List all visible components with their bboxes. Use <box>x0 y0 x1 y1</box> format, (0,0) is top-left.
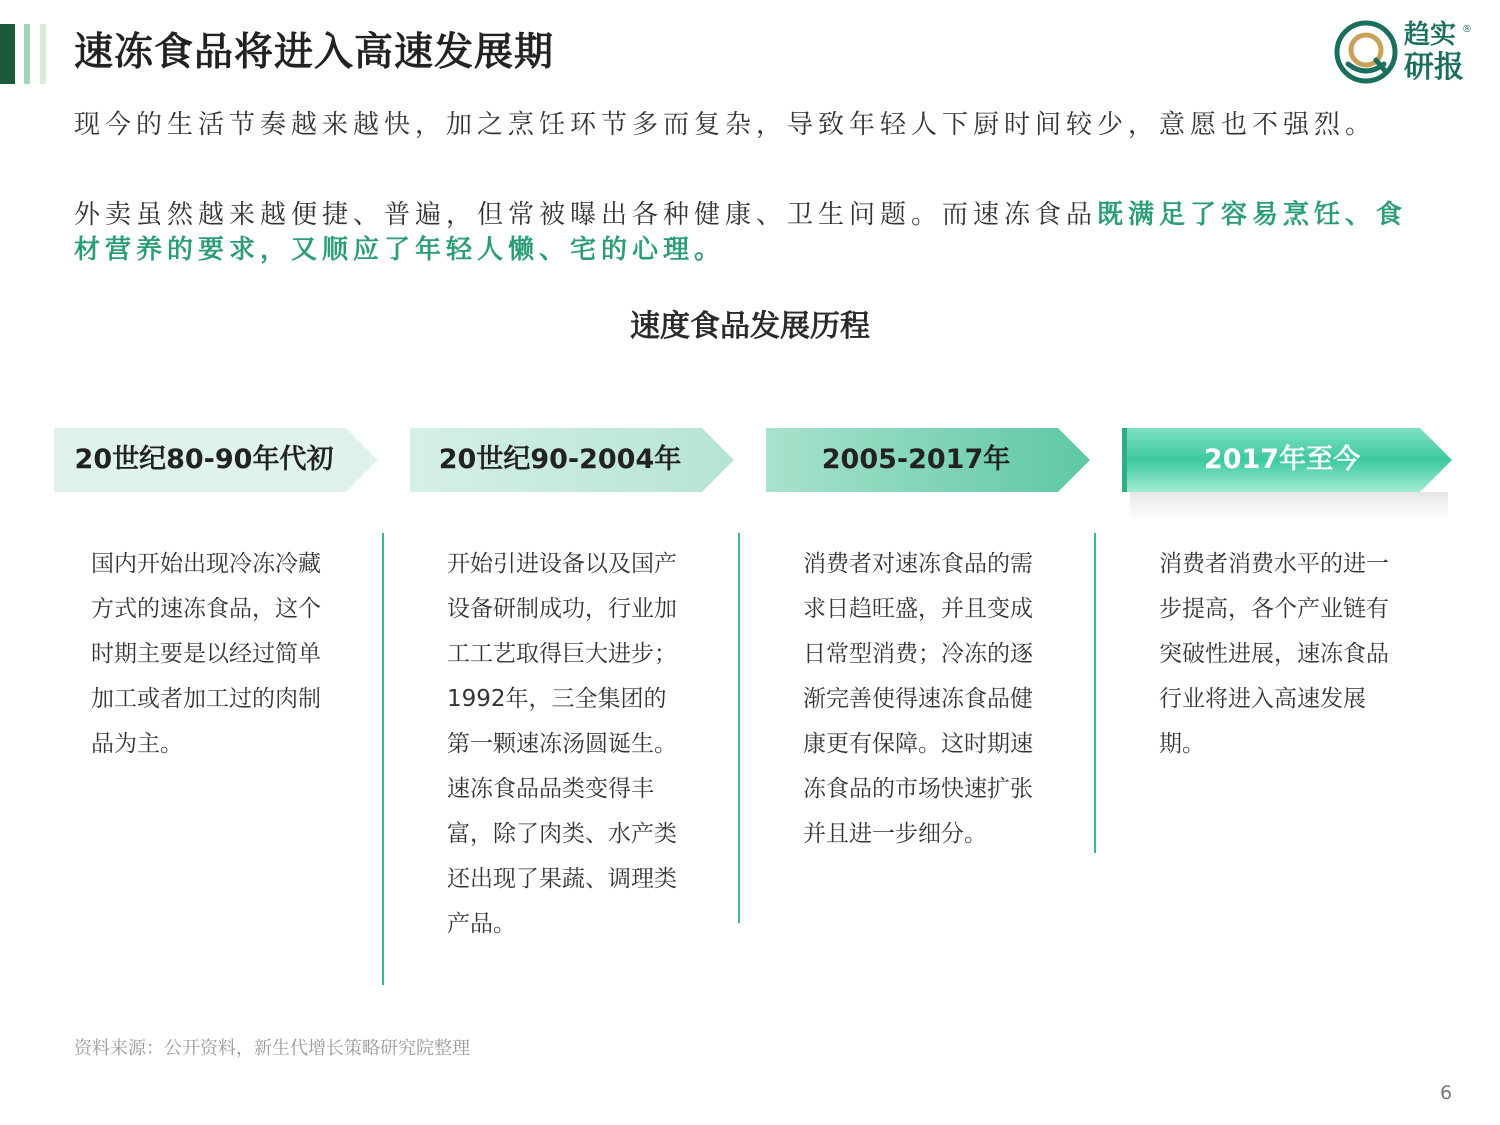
logo-text-top: 趋实 <box>1404 20 1457 50</box>
timeline-divider-2 <box>738 533 740 923</box>
phase-4-label: 2017年至今 <box>1203 444 1361 475</box>
title-accent-bars <box>0 24 60 84</box>
phase-1-description: 国内开始出现冷冻冷藏方式的速冻食品，这个时期主要是以经过简单加工或者加工过的肉制品为主。 <box>91 551 321 757</box>
phase-2-description: 开始引进设备以及国产设备研制成功，行业加工工艺取得巨大进步；1992年，三全集团的第一颗速冻汤圆诞生。速冻食品品类变得丰富，除了肉类、水产类还出现了果蔬、调理类产品。 <box>447 551 677 937</box>
timeline-phase-2 <box>410 428 734 492</box>
logo-text-bottom: 研报 <box>1404 50 1464 85</box>
title-bar-light <box>40 24 46 84</box>
phase-4-shadow <box>1130 492 1448 520</box>
phase-3-label: 2005-2017年 <box>821 444 1011 475</box>
timeline-divider-3 <box>1094 533 1096 853</box>
timeline-title: 速度食品发展历程 <box>630 309 870 344</box>
page-number: 6 <box>1440 1082 1453 1104</box>
intro-paragraph-2-highlight: 既满足了容易烹饪、食材营养的要求，又顺应了年轻人懒、宅的心理。 <box>74 200 1408 265</box>
timeline-phase-1 <box>54 428 378 492</box>
title-bar-mid <box>24 24 30 84</box>
timeline-phase-4 <box>1122 428 1452 492</box>
intro-paragraph-2-text: 外卖虽然越来越便捷、普遍，但常被曝出各种健康、卫生问题。而速冻食品 <box>74 200 1098 230</box>
phase-1-label: 20世纪80-90年代初 <box>74 444 334 475</box>
phase-2-label: 20世纪90-2004年 <box>438 444 682 475</box>
brand-logo <box>1330 16 1478 88</box>
timeline-divider-1 <box>382 533 384 985</box>
title-bar-dark <box>0 24 15 84</box>
source-note: 资料来源：公开资料，新生代增长策略研究院整理 <box>74 1038 470 1059</box>
page-title: 速冻食品将进入高速发展期 <box>74 30 555 75</box>
logo-emblem-icon <box>1334 20 1398 84</box>
phase-3-description: 消费者对速冻食品的需求日趋旺盛，并且变成日常型消费；冷冻的逐渐完善使得速冻食品健康更有保障。这时期速冻食品的市场快速扩张并且进一步细分。 <box>803 551 1033 847</box>
intro-paragraph-2 <box>74 198 1424 268</box>
timeline-phase-3 <box>766 428 1090 492</box>
intro-paragraph-1: 现今的生活节奏越来越快，加之烹饪环节多而复杂，导致年轻人下厨时间较少，意愿也不强烈。 <box>74 110 1377 140</box>
logo-registered-mark: ® <box>1462 24 1472 35</box>
phase-4-description: 消费者消费水平的进一步提高，各个产业链有突破性进展，速冻食品行业将进入高速发展期。 <box>1159 551 1389 757</box>
